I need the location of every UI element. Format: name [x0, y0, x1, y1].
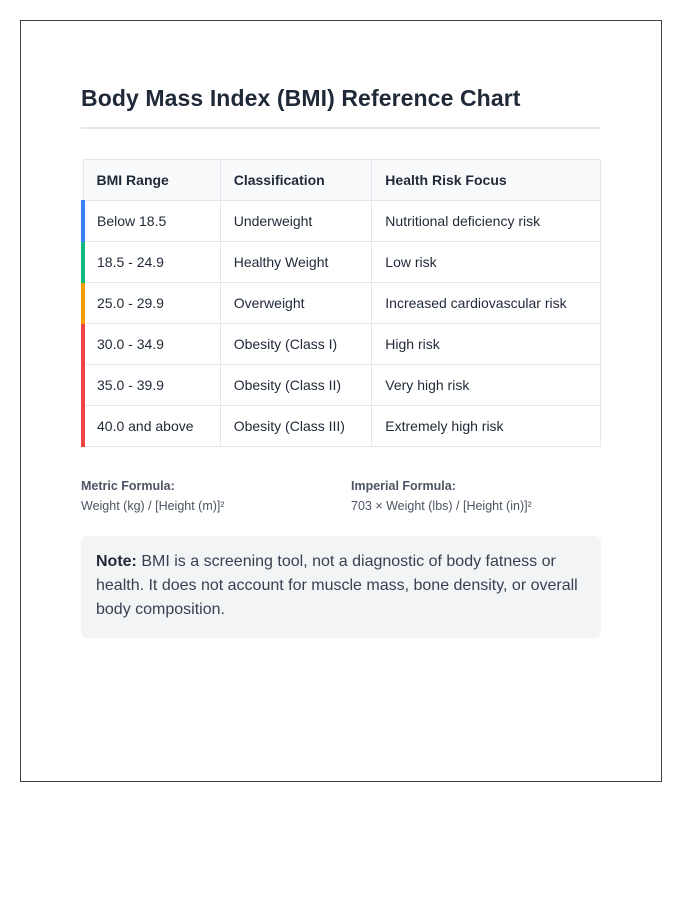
classification-cell: Obesity (Class III)	[220, 406, 372, 447]
header-health-risk-focus: Health Risk Focus	[372, 160, 601, 201]
bmi-reference-card	[20, 20, 662, 782]
health-risk-cell: High risk	[372, 324, 601, 365]
header-classification: Classification	[220, 160, 372, 201]
table-header-row	[83, 160, 601, 201]
table-row	[83, 201, 601, 242]
health-risk-cell: Nutritional deficiency risk	[372, 201, 601, 242]
table-row	[83, 406, 601, 447]
metric-formula-value: Weight (kg) / [Height (m)]²	[81, 499, 225, 513]
health-risk-cell: Extremely high risk	[372, 406, 601, 447]
table-row	[83, 324, 601, 365]
health-risk-cell: Very high risk	[372, 365, 601, 406]
metric-formula-label: Metric Formula:	[81, 479, 175, 493]
classification-cell: Obesity (Class I)	[220, 324, 372, 365]
bmi-table	[81, 159, 601, 447]
classification-cell: Underweight	[220, 201, 372, 242]
formulas-section	[81, 479, 601, 519]
imperial-formula	[351, 479, 532, 513]
table-row	[83, 283, 601, 324]
bmi-range-cell: 40.0 and above	[83, 406, 220, 447]
note-text: BMI is a screening tool, not a diagnostic of body fatness or health. It does not account for muscle mass, bone density, or overall body composition.	[96, 553, 578, 618]
note-box	[81, 536, 601, 638]
health-risk-cell: Increased cardiovascular risk	[372, 283, 601, 324]
bmi-range-cell: 18.5 - 24.9	[83, 242, 220, 283]
bmi-range-cell: 25.0 - 29.9	[83, 283, 220, 324]
classification-cell: Healthy Weight	[220, 242, 372, 283]
page-title: Body Mass Index (BMI) Reference Chart	[81, 85, 521, 111]
note-label: Note:	[96, 553, 137, 570]
bmi-range-cell: 35.0 - 39.9	[83, 365, 220, 406]
bmi-range-cell: 30.0 - 34.9	[83, 324, 220, 365]
classification-cell: Overweight	[220, 283, 372, 324]
imperial-formula-value: 703 × Weight (lbs) / [Height (in)]²	[351, 499, 532, 513]
metric-formula	[81, 479, 225, 513]
title-divider	[81, 127, 601, 129]
classification-cell: Obesity (Class II)	[220, 365, 372, 406]
table-row	[83, 365, 601, 406]
imperial-formula-label: Imperial Formula:	[351, 479, 456, 493]
table-row	[83, 242, 601, 283]
health-risk-cell: Low risk	[372, 242, 601, 283]
header-bmi-range: BMI Range	[83, 160, 220, 201]
bmi-range-cell: Below 18.5	[83, 201, 220, 242]
